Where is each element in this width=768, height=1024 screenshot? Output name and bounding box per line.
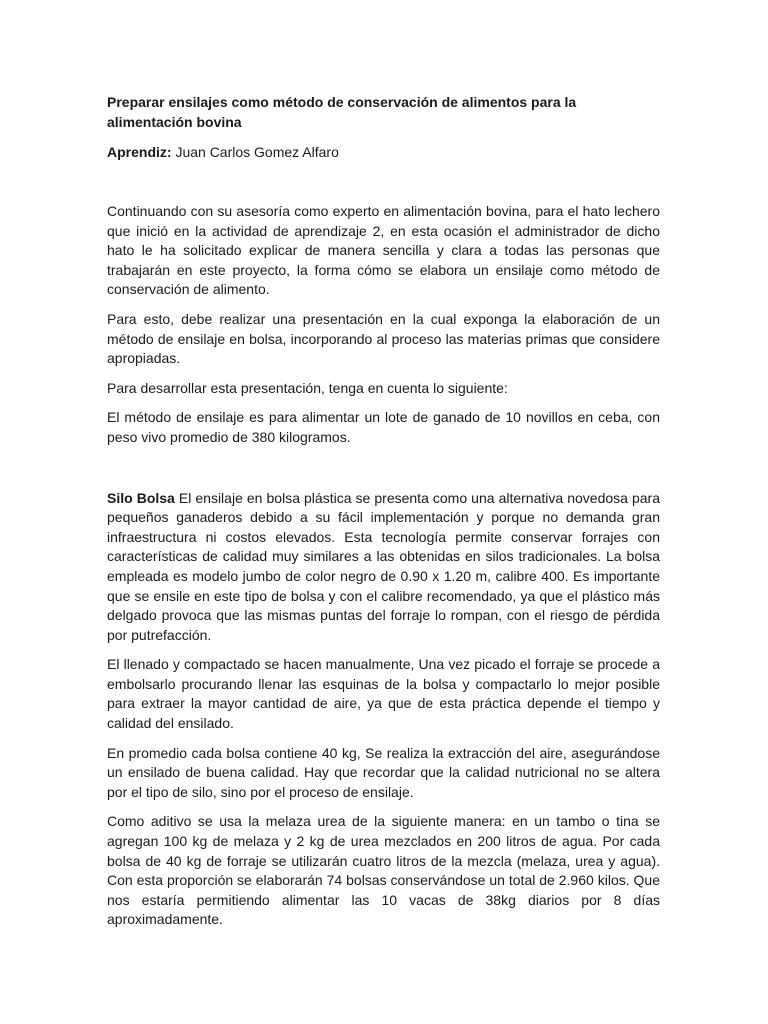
- paragraph-bag-average: En promedio cada bolsa contiene 40 kg, Se realiza la extracción del aire, asegurándose un ensilado de buena calidad. Hay que recordar que la calidad nutricional no se altera por el tipo de silo, sino por el proceso de ensilaje.: [107, 744, 660, 800]
- paragraph-instructions: Para desarrollar esta presentación, tenga en cuenta lo siguiente:: [107, 379, 508, 396]
- author-name: Juan Carlos Gomez Alfaro: [171, 144, 339, 160]
- author-line: [107, 142, 660, 162]
- paragraph-additive: Como aditivo se usa la melaza urea de la siguiente manera: en un tambo o tina se agregan 100 kg de melaza y 2 kg de urea mezclados en 200 litros de agua. Por cada bolsa de 40 kg de forraje se utilizarán cuatro litros de la mezcla (melaza, urea y agua). Con esta proporción se elaborarán 74 bolsas conservándose un total de 2.960 kilos. Que nos estaría permitiendo alimentar las 10 vacas de 38kg diarios por 8 días aproximadamente.: [107, 813, 660, 928]
- silo-bolsa-heading: Silo Bolsa: [107, 489, 175, 506]
- document-title: Preparar ensilajes como método de conservación de alimentos para la alimentación bovina: [107, 94, 577, 130]
- paragraph-intro: Continuando con su asesoría como experto en alimentación bovina, para el hato lechero que inició en la actividad de aprendizaje 2, en esta ocasión el administrador de dicho hato le ha solicitado explicar de manera sencilla y clara a todas las personas que trabajarán en este proyecto, la forma cómo se elabora un ensilaje como método de conservación de alimento.: [107, 203, 660, 298]
- paragraph-requirement: El método de ensilaje es para alimentar un lote de ganado de 10 novillos en ceba, con peso vivo promedio de 380 kilogramos.: [107, 409, 660, 445]
- paragraph-filling: El llenado y compactado se hacen manualmente, Una vez picado el forraje se procede a embolsarlo procurando llenar las esquinas de la bolsa y compactarlo lo mejor posible para extraer la mayor cantidad de aire, ya que de esta práctica depende el tiempo y calidad del ensilado.: [107, 656, 660, 732]
- silo-bolsa-text: El ensilaje en bolsa plástica se presenta como una alternativa novedosa para pequeños ganaderos debido a su fácil implementación y porque no demanda gran infraestructura ni costos elevados. Esta tecnología permite conservar forrajes con características de calidad muy similares a las obtenidas en silos tradicionales. La bolsa empleada es modelo jumbo de color negro de 0.90 x 1.20 m, calibre 400. Es importante que se ensile en este tipo de bolsa y con el calibre recomendado, ya que el plástico más delgado provoca que las mismas puntas del forraje lo rompan, con el riesgo de pérdida por putrefacción.: [107, 489, 660, 643]
- paragraph-silo-bolsa: [107, 489, 660, 646]
- author-label: Aprendiz:: [107, 144, 172, 160]
- paragraph-task: Para esto, debe realizar una presentación en la cual exponga la elaboración de un método de ensilaje en bolsa, incorporando al proceso las materias primas que considere apropiadas.: [107, 310, 660, 367]
- document-page: [107, 92, 660, 930]
